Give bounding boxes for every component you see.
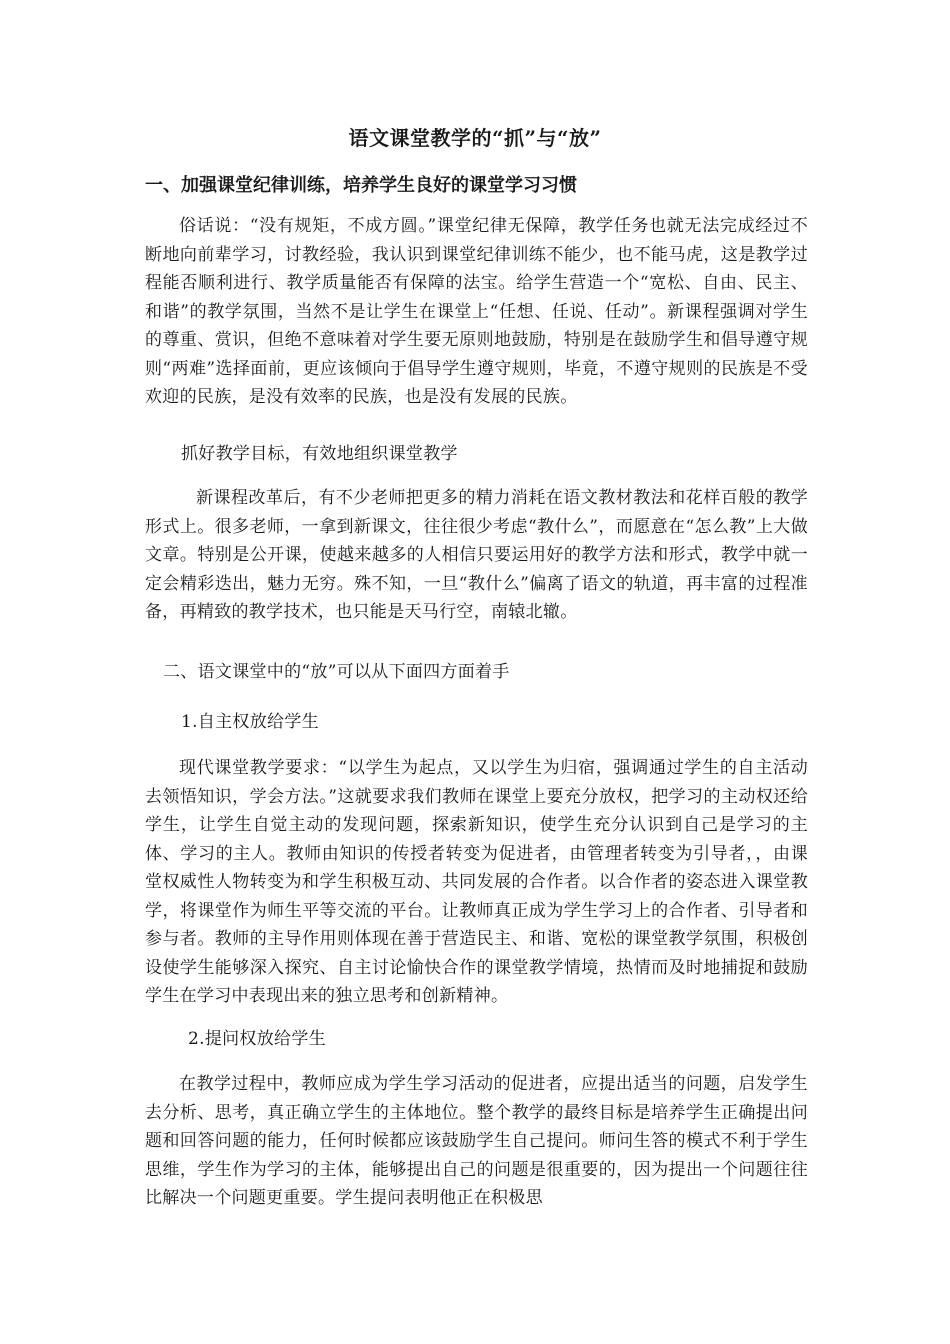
subheading-teaching-goals: 抓好教学目标，有效地组织课堂教学 bbox=[181, 444, 458, 464]
paragraph-3: 现代课堂教学要求：“以学生为起点，又以学生为归宿，强调通过学生的自主活动去领悟知识，学会方法。”这就要求我们教师在课堂上要充分放权，把学习的主动权还给学生，让学生自觉主动的发现问题，探索新知识，使学生充分认识到自己是学习的主体、学习的主人。教师由知识的传授者转变为促进者，由管理者转变为引导者，，由课堂权威性人物转变为和学生积极互动、共同发展的合作者。以合作者的姿态进入课堂教学，将课堂作为师生平等交流的平台。让教师真正成为学生学习上的合作者、引导者和参与者。教师的主导作用则体现在善于营造民主、和谐、宽松的课堂教学氛围，积极创设使学生能够深入探究、自主讨论愉快合作的课堂教学情境，热情而及时地捕捉和鼓励学生在学习中表现出来的独立思考和创新精神。 bbox=[145, 758, 808, 1006]
paragraph-4: 在教学过程中，教师应成为学生学习活动的促进者，应提出适当的问题，启发学生去分析、思考，真正确立学生的主体地位。整个教学的最终目标是培养学生正确提出问题和回答问题的能力，任何时候都应该鼓励学生自己提问。师问生答的模式不利于学生思维，学生作为学习的主体，能够提出自己的问题是很重要的，因为提出一个问题往往比解决一个问题更重要。学生提问表明他正在积极思 bbox=[145, 1074, 808, 1208]
section-1-heading: 一、加强课堂纪律训练，培养学生良好的课堂学习习惯 bbox=[145, 175, 577, 196]
section-2-heading: 二、语文课堂中的“放”可以从下面四方面着手 bbox=[163, 662, 510, 682]
document-title: 语文课堂教学的“抓”与“放” bbox=[348, 126, 602, 150]
item-1-heading: 1.自主权放给学生 bbox=[181, 712, 319, 732]
paragraph-2: 新课程改革后，有不少老师把更多的精力消耗在语文教材教法和花样百般的教学形式上。很多老师，一拿到新课文，往往很少考虑“教什么”，而愿意在“怎么教”上大做文章。特别是公开课，使越来越多的人相信只要运用好的教学方法和形式，教学中就一定会精彩迭出，魅力无穷。殊不知，一旦“教什么”偏离了语文的轨道，再丰富的过程准备，再精致的教学技术，也只能是天马行空，南辕北辙。 bbox=[145, 488, 808, 622]
item-2-heading: 2.提问权放给学生 bbox=[188, 1029, 326, 1049]
paragraph-1: 俗话说：“没有规矩，不成方圆。”课堂纪律无保障，教学任务也就无法完成经过不断地向前辈学习，讨教经验，我认识到课堂纪律训练不能少，也不能马虎，这是教学过程能否顺利进行、教学质量能否有保障的法宝。给学生营造一个“宽松、自由、民主、和谐”的教学氛围，当然不是让学生在课堂上“任想、任说、任动”。新课程强调对学生的尊重、赏识，但绝不意味着对学生要无原则地鼓励，特别是在鼓励学生和倡导遵守规则“两难”选择面前，更应该倾向于倡导学生遵守规则，毕竟，不遵守规则的民族是不受欢迎的民族，是没有效率的民族，也是没有发展的民族。 bbox=[145, 216, 808, 407]
